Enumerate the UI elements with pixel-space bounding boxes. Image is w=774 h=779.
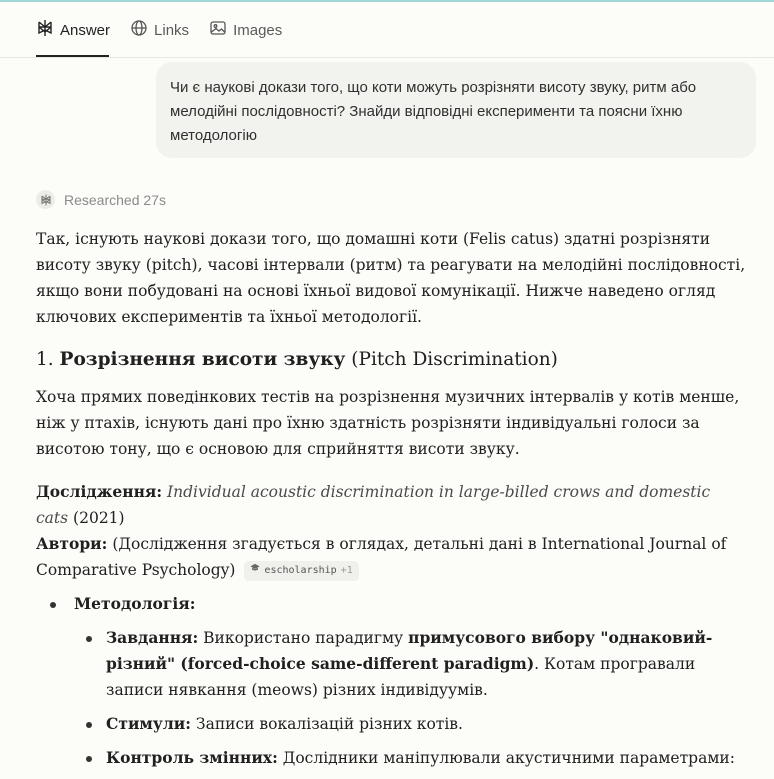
perplexity-logo-icon xyxy=(36,19,54,41)
researched-label: Researched 27s xyxy=(64,191,166,208)
research-badge-icon xyxy=(36,190,55,209)
tab-answer-label: Answer xyxy=(60,21,111,39)
tab-links[interactable] xyxy=(130,18,189,42)
study-label: Дослідження: xyxy=(36,482,163,501)
user-query-bubble xyxy=(156,62,756,158)
study-year: (2021) xyxy=(73,509,125,527)
item-text: Записи вокалізацій різних котів. xyxy=(195,715,463,733)
tab-images-label: Images xyxy=(233,21,283,39)
section-heading xyxy=(36,346,746,374)
item-label: Завдання: xyxy=(106,628,199,647)
item-text: Використано парадигму xyxy=(203,629,404,647)
item-text-continued: . Котам програвали записи нявкання (meows) різних індивідуумів. xyxy=(106,655,696,699)
chip-label: escholarship xyxy=(264,565,337,576)
list-item xyxy=(106,711,746,737)
methodology-list xyxy=(36,591,746,771)
authors-text: (Дослідження згадується в оглядах, детальні дані в International Journal of Comparative Psychology) xyxy=(36,535,727,579)
list-item xyxy=(106,625,746,703)
item-label: Стимули: xyxy=(106,714,191,733)
tabs-divider xyxy=(0,57,774,58)
globe-icon xyxy=(130,19,148,41)
source-citation-chip[interactable] xyxy=(244,561,358,581)
list-item xyxy=(74,591,746,771)
top-accent-line xyxy=(0,0,774,2)
tab-images[interactable] xyxy=(209,18,282,42)
heading-rest: (Pitch Discrimination) xyxy=(351,349,558,370)
study-line xyxy=(36,479,746,531)
authors-label: Автори: xyxy=(36,534,108,553)
image-icon xyxy=(209,19,227,41)
tab-links-label: Links xyxy=(154,21,190,39)
item-bold-text: примусового вибору "однаковий-різний" (forced-choice same-different paradigm) xyxy=(106,628,713,673)
item-label: Контроль змінних: xyxy=(106,748,278,767)
authors-line xyxy=(36,531,746,583)
user-query-text: Чи є наукові докази того, що коти можуть розрізняти висоту звуку, ритм або мелодійні послідовності? Знайди відповідні експерименти та поясни їхню методологію xyxy=(170,79,697,144)
intro-paragraph: Так, існують наукові докази того, що домашні коти (Felis catus) здатні розрізняти висоту звуку (pitch), часові інтервали (ритм) та реагувати на мелодійні послідовності, якщо вони побудовані на основі їхньої видової комунікації. Нижче наведено огляд ключових експериментів та їхньої методології. xyxy=(36,230,746,326)
list-item xyxy=(106,745,746,771)
researched-status[interactable] xyxy=(36,190,166,209)
tab-answer[interactable] xyxy=(36,18,110,42)
study-title: Individual acoustic discrimination in large-billed crows and domestic cats xyxy=(36,483,711,527)
methodology-sublist xyxy=(74,625,746,771)
methodology-label: Методологія: xyxy=(74,594,196,613)
heading-bold: Розрізнення висоти звуку xyxy=(59,349,346,370)
graduation-cap-icon xyxy=(250,558,260,584)
chip-extra-count: +1 xyxy=(340,565,353,576)
tab-bar xyxy=(36,18,282,42)
item-text: Дослідники маніпулювали акустичними параметрами: xyxy=(282,749,735,767)
answer-content xyxy=(36,226,746,779)
heading-number: 1. xyxy=(36,349,54,370)
section-paragraph: Хоча прямих поведінкових тестів на розрізнення музичних інтервалів у котів менше, ніж у птахів, існують дані про їхню здатність розрізняти індивідуальні голоси за висотою тону, що є основою для сприйняття висоти звуку. xyxy=(36,388,740,458)
